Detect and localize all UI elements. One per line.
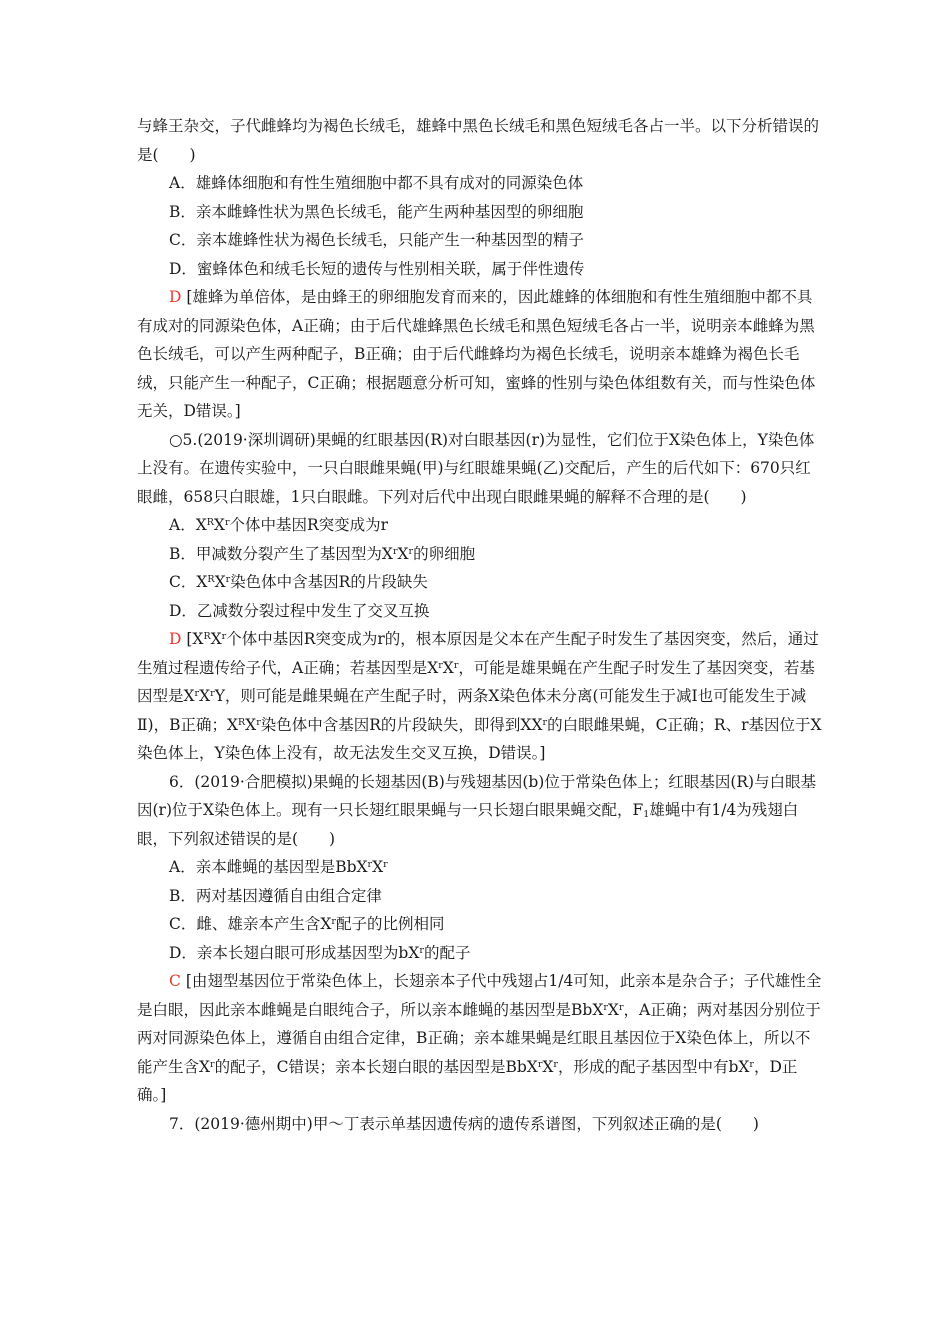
q6-stem: 6．(2019·合肥模拟)果蝇的长翅基因(B)与残翅基因(b)位于常染色体上；红眼基因(R)与白眼基因(r)位于X染色体上。现有一只长翅红眼果蝇与一只长翅白眼果蝇交配，$F_1$雄蝇中有1/4为残翅白眼，下列叙述错误的是( ) <box>137 772 817 848</box>
q5-option-b: B．甲减数分裂产生了基因型为$X^rX^r$的卵细胞 <box>169 544 476 563</box>
q4-answer-text: [雄蜂为单倍体，是由蜂王的卵细胞发育而来的，因此雄蜂的体细胞和有性生殖细胞中都不具有成对的同源染色体，A正确；由于后代雄蜂黑色长绒毛和黑色短绒毛各占一半，说明亲本雌蜂为黑色长绒毛，可以产生两种配子，B正确；由于后代雌蜂均为褐色长绒毛，说明亲本雄蜂为褐色长毛绒，只能产生一种配子，C正确；根据题意分析可知，蜜蜂的性别与染色体组数有关，而与性染色体无关，D错误。] <box>137 288 816 420</box>
q6-option-b: B．两对基因遵循自由组合定律 <box>169 886 382 905</box>
q4-option-d: D．蜜蜂体色和绒毛长短的遗传与性别相关联，属于伴性遗传 <box>169 259 585 278</box>
q4-answer <box>137 283 822 426</box>
q6-option-a: A．亲本雌蝇的基因型是$BbX^rX^r$ <box>169 858 388 876</box>
q6-option-c: C．雌、雄亲本产生含$X^r$配子的比例相同 <box>169 915 445 933</box>
q5-option-c: C．$X^RX^r$染色体中含基因R的片段缺失 <box>169 573 428 591</box>
q4-answer-key: D <box>169 288 182 306</box>
q6-answer-key: C <box>169 972 181 990</box>
q4-option-a: A．雄蜂体细胞和有性生殖细胞中都不具有成对的同源染色体 <box>169 174 584 192</box>
q5-stem: ○5.(2019·深圳调研)果蝇的红眼基因(R)对白眼基因(r)为显性，它们位于X染色体上，Y染色体上没有。在遗传实验中，一只白眼雌果蝇(甲)与红眼雄果蝇(乙)交配后，产生的后代如下：670只红眼雌，658只白眼雄，1只白眼雌。下列对后代中出现白眼雌果蝇的解释不合理的是( ) <box>137 430 815 506</box>
q7-stem: 7．(2019·德州期中)甲～丁表示单基因遗传病的遗传系谱图，下列叙述正确的是( ) <box>169 1114 759 1133</box>
q4-option-b: B．亲本雌蜂性状为黑色长绒毛，能产生两种基因型的卵细胞 <box>169 202 584 221</box>
q5-answer: D [$X^RX^r$个体中基因R突变成为r的，根本原因是父本在产生配子时发生了基因突变，然后，通过生殖过程遗传给子代，A正确；若基因型是$X^rX^r$，可能是雄果蝇在产生配子时发生了基因突变，若基因型是$X^rX^rY$，则可能是雌果蝇在产生配子时，两条X染色体未分离(可能发生于减Ⅰ也可能发生于减Ⅱ)，B正确；$X^RX^r$染色体中含基因R的片段缺失，即得到$XX^r$的白眼雌果蝇，C正确；R、r基因位于X染色体上，Y染色体上没有，故无法发生交叉互换，D错误。] <box>137 630 822 762</box>
q5-option-d: D．乙减数分裂过程中发生了交叉互换 <box>169 601 430 620</box>
q5-option-a: A．$X^RX^r$个体中基因R突变成为r <box>169 516 389 534</box>
q4-option-c: C．亲本雄蜂性状为褐色长绒毛，只能产生一种基因型的精子 <box>169 231 584 249</box>
q6-option-d: D．亲本长翅白眼可形成基因型为$bX^r$的配子 <box>169 943 471 962</box>
document-page <box>137 112 822 1138</box>
q4-stem: 与蜂王杂交，子代雌蜂均为褐色长绒毛，雄蜂中黑色长绒毛和黑色短绒毛各占一半。以下分析错误的是( ) <box>137 117 820 164</box>
q5-answer-key: D <box>169 630 182 648</box>
q6-answer: C [由翅型基因位于常染色体上，长翅亲本子代中残翅占1/4可知，此亲本是杂合子；子代雄性全是白眼，因此亲本雌蝇是白眼纯合子，所以亲本雌蝇的基因型是$BbX^rX^r$，A正确；两对基因分别位于两对同源染色体上，遵循自由组合定律，B正确；亲本雄果蝇是红眼且基因位于X染色体上，所以不能产生含$X^r$的配子，C错误；亲本长翅白眼的基因型是$BbX^rX^r$，形成的配子基因型中有$bX^r$，D正确。] <box>137 972 822 1104</box>
